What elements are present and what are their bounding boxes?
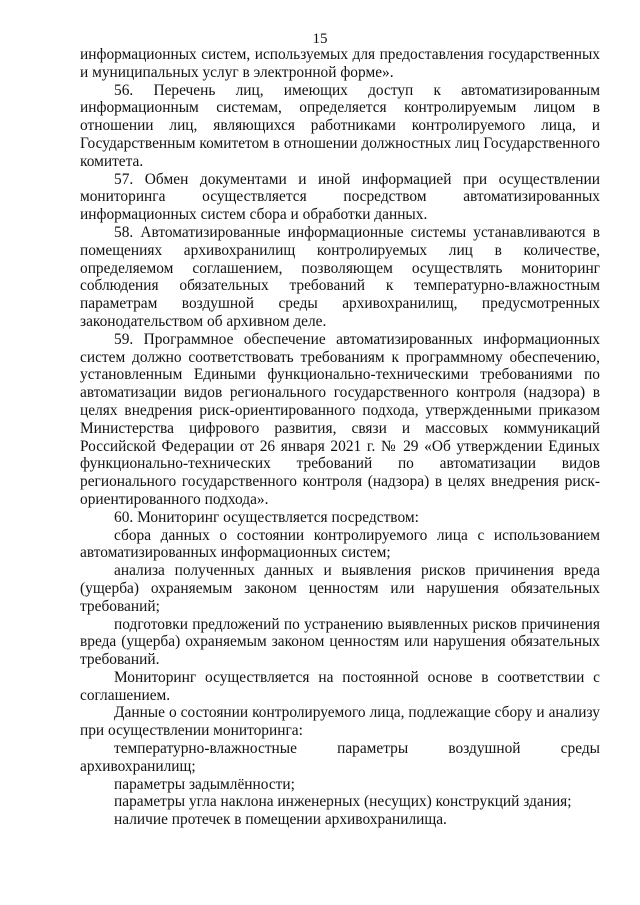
list-item-risk-analysis: анализа полученных данных и выявления рисков причинения вреда (ущерба) охраняемым законом ценностям или нарушения обязательных требований; (80, 562, 600, 615)
paragraph-57: 57. Обмен документами и иной информацией при осуществлении мониторинга осуществляется посредством автоматизированных информационных систем сбора и обработки данных. (80, 170, 600, 224)
paragraph-monitoring-basis: Мониторинг осуществляется на постоянной основе в соответствии с соглашением. (80, 668, 600, 704)
page-number: 15 (312, 31, 328, 47)
paragraph-continuation: информационных систем, используемых для предоставления государственных и муниципальных услуг в электронной форме». (80, 46, 600, 81)
list-item-proposals: подготовки предложений по устранению выявленных рисков причинения вреда (ущерба) охраняемым законом ценностям или нарушения обязательных требований. (80, 615, 600, 669)
paragraph-59: 59. Программное обеспечение автоматизированных информационных систем должно соответствовать требованиям к программному обеспечению, установленным Едиными функционально-техническими требованиями по автоматизации видов регионального государственного контроля (надзора) в целях внедрения риск-ориентированного подхода, утвержденными приказом Министерства цифрового развития, связи и массовых коммуникаций Российской Федерации от 26 января 2021 г. № 29 «Об утверждении Единых функционально-технических требований по автоматизации видов регионального государственного контроля (надзора) в целях внедрения риск-ориентированного подхода». (80, 330, 600, 508)
paragraph-58: 58. Автоматизированные информационные системы устанавливаются в помещениях архивохранилищ контролируемых лиц в количестве, определяемом соглашением, позволяющем осуществлять мониторинг соблюдения обязательных требований к температурно-влажностным параметрам воздушной среды архивохранилищ, предусмотренных законодательством об архивном деле. (80, 223, 600, 330)
paragraph-56: 56. Перечень лиц, имеющих доступ к автоматизированным информационным системам, определяется контролируемым лицом в отношении лиц, являющихся работниками контролируемого лица, и Государственным комитетом в отношении должностных лиц Государственного комитета. (80, 81, 600, 170)
list-item-tilt-angle: параметры угла наклона инженерных (несущих) конструкций здания; (114, 793, 572, 811)
document-body (80, 46, 600, 829)
paragraph-monitoring-data: Данные о состоянии контролируемого лица, подлежащие сбору и анализу при осуществлении мониторинга: (80, 704, 600, 740)
paragraph-60: 60. Мониторинг осуществляется посредством: (114, 508, 419, 526)
list-item-data-collection: сбора данных о состоянии контролируемого лица с использованием автоматизированных информационных систем; (80, 526, 600, 562)
list-item-smoke: параметры задымлённости; (114, 775, 295, 793)
list-item-temperature-humidity: температурно-влажностные параметры воздушной среды архивохранилищ; (80, 740, 600, 775)
list-item-leaks: наличие протечек в помещении архивохранилища. (114, 811, 447, 829)
